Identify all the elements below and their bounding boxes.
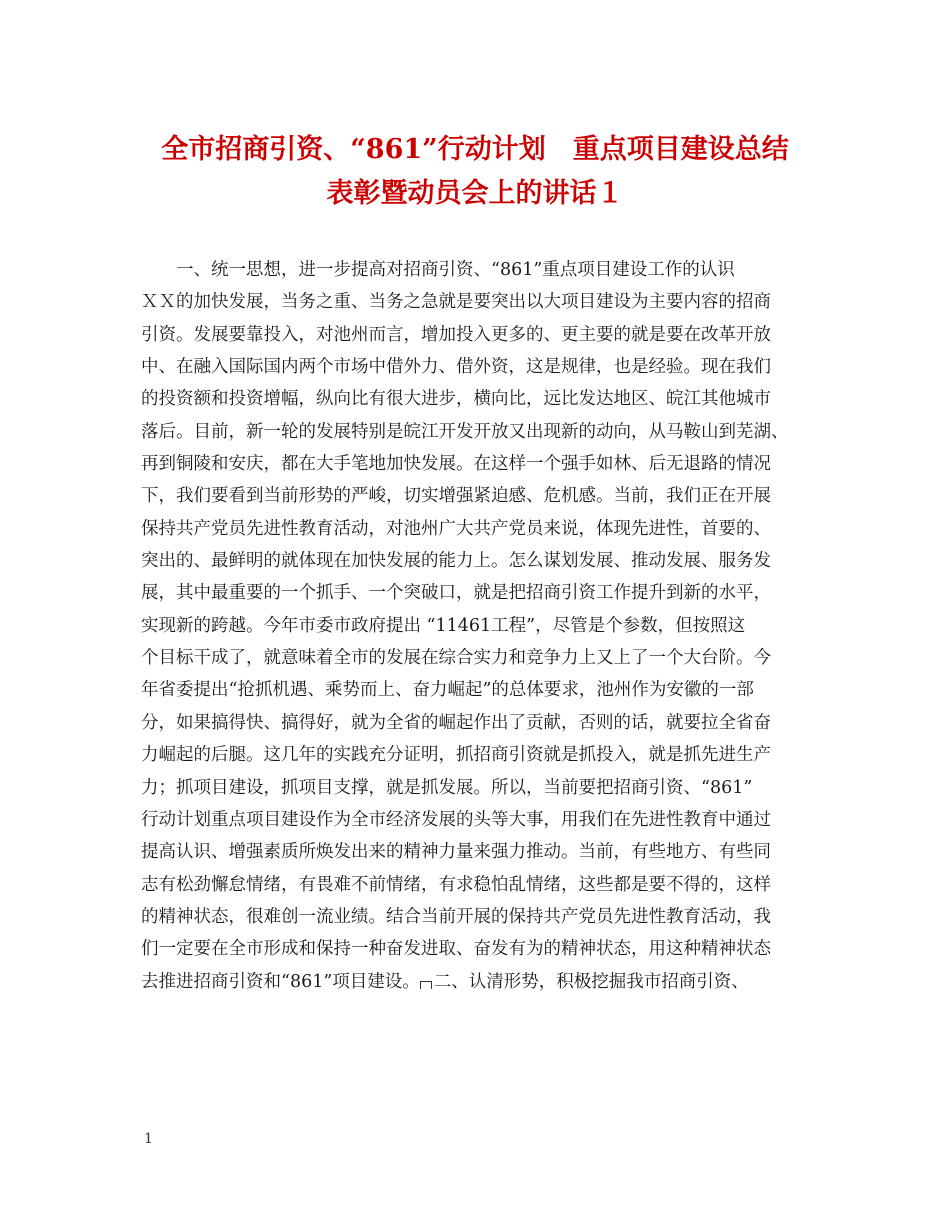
body-line: 再到铜陵和安庆，都在大手笔地加快发展。在这样一个强手如林、后无退路的情况 (141, 454, 771, 475)
body-line: 中、在融入国际国内两个市场中借外力、借外资，这是规律，也是经验。现在我们 (141, 357, 771, 378)
body-line-text: 去推进招商引资和“861”项目建设。 (141, 971, 420, 992)
body-line: 行动计划重点项目建设作为全市经济发展的头等大事，用我们在先进性教育中通过 (141, 809, 771, 830)
document-title-line-2: 表彰暨动员会上的讲话１ (326, 178, 624, 209)
body-line: 保持共产党员先进性教育活动，对池州广大共产党员来说，体现先进性，首要的、 (141, 518, 771, 539)
body-line: 们一定要在全市形成和保持一种奋发进取、奋发有为的精神状态，用这种精神状态 (141, 939, 771, 960)
body-line: 的精神状态，很难创一流业绩。结合当前开展的保持共产党员先进性教育活动，我 (141, 906, 771, 927)
body-line: 的投资额和投资增幅，纵向比有很大进步，横向比，远比发达地区、皖江其他城市 (141, 389, 771, 410)
section-mark-icon (420, 981, 432, 989)
body-line: 展，其中最重要的一个抓手、一个突破口，就是把招商引资工作提升到新的水平， (141, 583, 771, 604)
body-line: 年省委提出“抢抓机遇、乘势而上、奋力崛起”的总体要求，池州作为安徽的一部 (141, 680, 754, 701)
body-line: 实现新的跨越。今年市委市政府提出 “11461工程”，尽管是个参数，但按照这 (141, 615, 746, 636)
body-line: 一、统一思想，进一步提高对招商引资、“861”重点项目建设工作的认识 (176, 260, 735, 280)
body-line: 个目标干成了，就意味着全市的发展在综合实力和竞争力上又上了一个大台阶。今 (141, 648, 771, 669)
body-line: 下，我们要看到当前形势的严峻，切实增强紧迫感、危机感。当前，我们正在开展 (141, 486, 771, 507)
document-title-line-1: 全市招商引资、“861”行动计划 重点项目建设总结 (161, 134, 789, 165)
body-line-last (141, 966, 831, 998)
body-line: 引资。发展要靠投入，对池州而言，增加投入更多的、更主要的就是要在改革开放 (141, 324, 771, 345)
body-line: ＸＸ的加快发展，当务之重、当务之急就是要突出以大项目建设为主要内容的招商 (141, 292, 771, 313)
body-line: 突出的、最鲜明的就体现在加快发展的能力上。怎么谋划发展、推动发展、服务发 (141, 551, 771, 572)
body-line: 力；抓项目建设，抓项目支撑，就是抓发展。所以，当前要把招商引资、“861” (141, 777, 753, 798)
body-line-tail: 二、认清形势，积极挖掘我市招商引资、 (433, 971, 749, 992)
body-line: 提高认识、增强素质所焕发出来的精神力量来强力推动。当前，有些地方、有些同 (141, 842, 771, 863)
body-line: 分，如果搞得快、搞得好，就为全省的崛起作出了贡献，否则的话，就要拉全省奋 (141, 712, 771, 733)
body-line: 志有松劲懈怠情绪，有畏难不前情绪，有求稳怕乱情绪，这些都是要不得的，这样 (141, 874, 771, 895)
document-body (141, 254, 831, 998)
page-number: 1 (144, 1131, 153, 1147)
body-line: 落后。目前，新一轮的发展特别是皖江开发开放又出现新的动向，从马鞍山到芜湖、 (141, 421, 789, 442)
body-line: 力崛起的后腿。这几年的实践充分证明，抓招商引资就是抓投入，就是抓先进生产 (141, 745, 771, 766)
